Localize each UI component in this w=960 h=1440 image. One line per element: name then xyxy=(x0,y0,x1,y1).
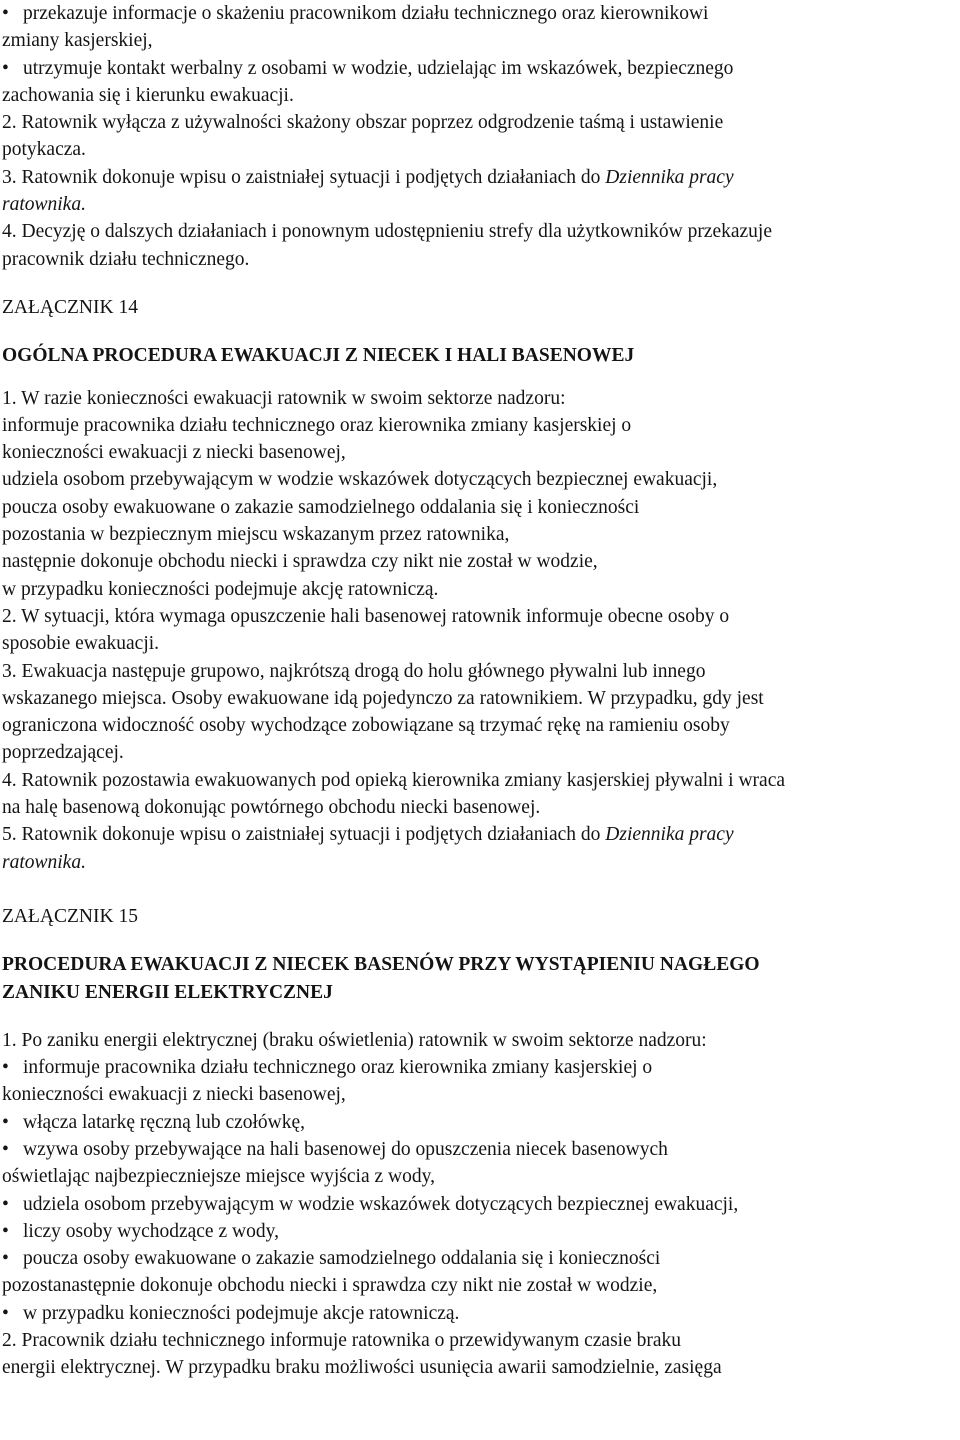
paragraph-line-item-5 xyxy=(2,821,952,848)
list-item: • utrzymuje kontakt werbalny z osobami w wodzie, udzielając im wskazówek, bezpiecznego xyxy=(2,55,952,82)
list-item-continuation: oświetlając najbezpieczniejsze miejsce wyjścia z wody, xyxy=(2,1166,435,1188)
paragraph-line: ograniczona widoczność osoby wychodzące zobowiązane są trzymać rękę na ramieniu osoby xyxy=(2,715,730,737)
journal-name-cont: ratownika. xyxy=(2,194,86,216)
list-item-continuation: zmiany kasjerskiej, xyxy=(2,30,153,52)
list-item-continuation: konieczności ewakuacji z niecki basenowej, xyxy=(2,1084,346,1106)
paragraph-line: 1. W razie konieczności ewakuacji ratownik w swoim sektorze nadzoru: xyxy=(2,387,566,409)
item-3-text: 3. Ratownik dokonuje wpisu o zaistniałej sytuacji i podjętych działaniach do xyxy=(2,166,606,188)
journal-name-cont: ratownika. xyxy=(2,851,86,873)
journal-name: Dziennika pracy xyxy=(605,166,734,188)
paragraph-line: 2. Ratownik wyłącza z używalności skażony obszar poprzez odgrodzenie taśmą i ustawienie xyxy=(2,112,724,134)
annex-label: ZAŁĄCZNIK 14 xyxy=(2,296,138,318)
list-item: • włącza latarkę ręczną lub czołówkę, xyxy=(2,1109,952,1136)
paragraph-line xyxy=(2,191,952,218)
paragraph-line: poucza osoby ewakuowane o zakazie samodzielnego oddalania się i konieczności xyxy=(2,496,640,518)
paragraph-line: pozostania w bezpiecznym miejscu wskazanym przez ratownika, xyxy=(2,524,510,546)
journal-name: Dziennika pracy xyxy=(605,824,734,846)
paragraph-line: 2. W sytuacji, która wymaga opuszczenie hali basenowej ratownik informuje obecne osoby o xyxy=(2,605,730,627)
annex-title: PROCEDURA EWAKUACJI Z NIECEK BASENÓW PRZY WYSTĄPIENIU NAGŁEGO xyxy=(2,954,760,976)
paragraph-line-item-3 xyxy=(2,164,952,191)
annex-14 xyxy=(2,294,952,876)
annex-label: ZAŁĄCZNIK 15 xyxy=(2,905,138,927)
annex-title-cont: ZANIKU ENERGII ELEKTRYCZNEJ xyxy=(2,981,333,1003)
section-top xyxy=(2,0,952,273)
paragraph-line: energii elektrycznej. W przypadku braku możliwości usunięcia awarii samodzielnie, zasięga xyxy=(2,1357,722,1379)
list-item: • w przypadku konieczności podejmuje akcje ratowniczą. xyxy=(2,1300,952,1327)
list-item-continuation: zachowania się i kierunku ewakuacji. xyxy=(2,84,294,106)
paragraph-line: udziela osobom przebywającym w wodzie wskazówek dotyczących bezpiecznej ewakuacji, xyxy=(2,469,718,491)
paragraph-line: poprzedzającej. xyxy=(2,742,124,764)
paragraph-line: wskazanego miejsca. Osoby ewakuowane idą pojedynczo za ratownikiem. W przypadku, gdy jest xyxy=(2,687,764,709)
list-item: • liczy osoby wychodzące z wody, xyxy=(2,1218,952,1245)
paragraph-line: w przypadku konieczności podejmuje akcję ratowniczą. xyxy=(2,578,439,600)
paragraph-line: 1. Po zaniku energii elektrycznej (braku oświetlenia) ratownik w swoim sektorze nadzoru: xyxy=(2,1029,707,1051)
paragraph-line-item-4: 4. Decyzję o dalszych działaniach i ponownym udostępnieniu strefy dla użytkowników przekazuje xyxy=(2,221,773,243)
paragraph-line: potykacza. xyxy=(2,139,86,161)
paragraph-line: następnie dokonuje obchodu niecki i sprawdza czy nikt nie został w wodzie, xyxy=(2,551,598,573)
list-item-continuation: pozostanastępnie dokonuje obchodu niecki i sprawdza czy nikt nie został w wodzie, xyxy=(2,1275,658,1297)
list-item: • poucza osoby ewakuowane o zakazie samodzielnego oddalania się i konieczności xyxy=(2,1245,952,1272)
paragraph-line: sposobie ewakuacji. xyxy=(2,633,160,655)
paragraph-line: informuje pracownika działu technicznego oraz kierownika zmiany kasjerskiej o xyxy=(2,414,632,436)
item-5-text: 5. Ratownik dokonuje wpisu o zaistniałej sytuacji i podjętych działaniach do xyxy=(2,824,606,846)
paragraph-line: 2. Pracownik działu technicznego informuje ratownika o przewidywanym czasie braku xyxy=(2,1330,682,1352)
list-item: • przekazuje informacje o skażeniu pracownikom działu technicznego oraz kierownikowi xyxy=(2,0,952,27)
annex-15 xyxy=(2,903,952,1382)
list-item: • wzywa osoby przebywające na hali basenowej do opuszczenia niecek basenowych xyxy=(2,1136,952,1163)
paragraph-line: na halę basenową dokonując powtórnego obchodu niecki basenowej. xyxy=(2,797,541,819)
paragraph-line: 3. Ewakuacja następuje grupowo, najkrótszą drogą do holu głównego pływalni lub innego xyxy=(2,660,706,682)
paragraph-line: konieczności ewakuacji z niecki basenowej, xyxy=(2,442,346,464)
document-page xyxy=(2,0,952,1382)
list-item: • informuje pracownika działu technicznego oraz kierownika zmiany kasjerskiej o xyxy=(2,1054,952,1081)
annex-title: OGÓLNA PROCEDURA EWAKUACJI Z NIECEK I HALI BASENOWEJ xyxy=(2,345,635,367)
paragraph-line xyxy=(2,849,952,876)
paragraph-line: 4. Ratownik pozostawia ewakuowanych pod opieką kierownika zmiany kasjerskiej pływalni i wraca xyxy=(2,769,786,791)
list-item: • udziela osobom przebywającym w wodzie wskazówek dotyczących bezpiecznej ewakuacji, xyxy=(2,1191,952,1218)
paragraph-line: pracownik działu technicznego. xyxy=(2,248,250,270)
